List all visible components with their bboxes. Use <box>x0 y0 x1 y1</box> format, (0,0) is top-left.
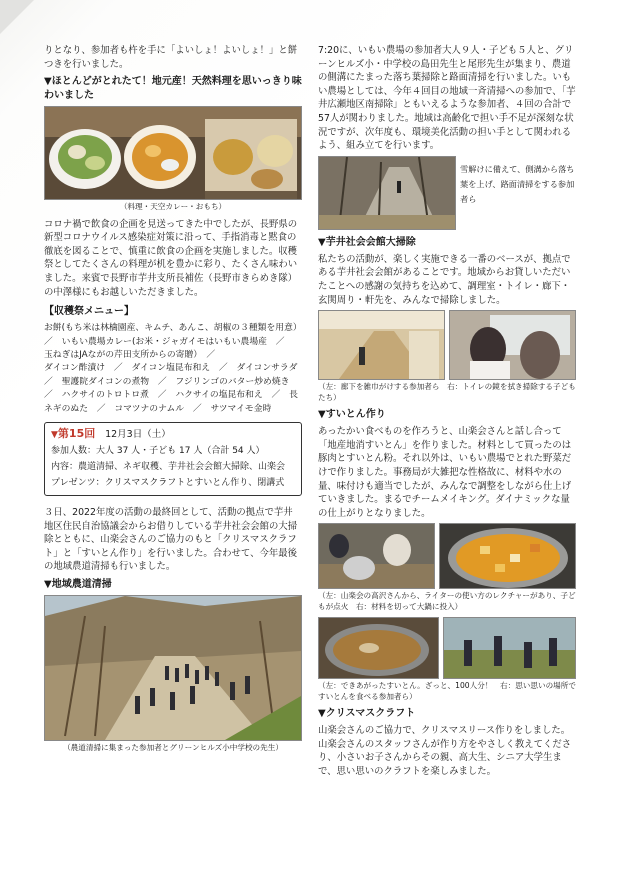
road-cleaning-heading: ▼地域農道清掃 <box>44 579 112 591</box>
suiton-body-text: あったかい食べものを作ろうと、山楽会さんと話し合って「地産地消すいとん」を作りました。材料として買ったのは豚肉とすいとん粉。それ以外は、いもい農場でとれた野菜だけで作りました。事務局が大雑把な性格故に、材料や水の量、味付けも適当でしたが、みんなで調整をしながら仕上げていきました。まるでチームメイキング。ダイナミックな量の仕上がりとなりました。 <box>318 426 572 519</box>
road-cleaning-photo <box>44 595 302 741</box>
menu-item-1: お餅(もち米は林檎園産、キムチ、あんこ、胡椒の３種類を用意） ／ いもい農場カレー(お米・ジャガイモはいもい農場産 ／ 玉ねぎはJAながの芹田支所からの寄贈） ／ <box>44 323 307 361</box>
clean-photo-caption: （左：廊下を雑巾がけする参加者ら 右：トイレの鏡を拭き掃除する子どもたち） <box>318 382 576 402</box>
left-column <box>44 44 307 759</box>
event-marker: ▼ <box>51 430 58 441</box>
event-body-text: ３日、2022年度の活動の最終回として、活動の拠点で芋井地区住民自治協議会からお借りしている芋井社会会館の大掃除とともに、山楽会さんのご協力のもと「クリスマスクラフト」と「すいとん作り」を行いました。合わせて、今年最後の地域農道清掃も行いました。 <box>44 507 298 573</box>
snow-road-photo <box>318 156 456 230</box>
clean-photo-row <box>318 310 576 380</box>
event-title <box>51 426 295 443</box>
menu-list <box>44 322 307 416</box>
suiton-photo-row-2 <box>318 617 576 679</box>
suiton-caption-1: （左：山楽会の高沢さんから、ライターの使い方のレクチャーがあり、子どもが点火 右：材料を切って大鍋に投入） <box>318 591 576 611</box>
menu-item-2: ダイコン酢漬け ／ ダイコン塩昆布和え ／ ダイコンサラダ ／ 聖護院ダイコンの煮物 ／ フジリンゴのバター炒め焼き ／ ハクサイのトロトロ煮 ／ ハクサイの塩昆布和え ／ 長ネギのぬた ／ コマツナのナムル ／ サツマイモ金時 <box>44 363 307 414</box>
road-cleaning-caption: （農道清掃に集まった参加者とグリーンヒルズ小中学校の先生） <box>63 743 283 753</box>
snow-photo-row <box>318 156 576 230</box>
clean-heading: ▼芋井社会会館大掃除 <box>318 236 416 248</box>
event-number: 第15回 <box>57 427 96 441</box>
page-fold-corner <box>0 0 34 34</box>
event-date: 12月3日（土） <box>105 429 171 441</box>
right-intro-text: 7:20に、いもい農場の参加者大人９人・子ども５人と、グリーンヒルズ小・中学校の島田先生と尾形先生が集まり、農道の側溝にたまった落ち葉掃除と路面清掃を行いました。いもい農場としては、今年４回目の地域一斉清掃への参加で、「芋井広瀬地区南掃除」ともいえるような参加者、４回の合計で57人が関わりました。地域は高齢化で担い手不足が深刻な状況ですが、次年度も、環境美化活動の担い手として関われるよう、組み立てを行います。 <box>318 45 576 152</box>
suiton-caption-2: （左：できあがったすいとん。ざっと、100人分！ 右：思い思いの場所ですいとんを食べる参加者ら） <box>318 681 576 701</box>
left-intro-text: りとなり、参加者も杵を手に「よいしょ！よいしょ！」と餅つきを行いました。 <box>44 45 298 70</box>
food-heading: ▼ほとんどがとれたて！地元産！天然料理を思いっきり味わいました <box>44 76 302 102</box>
finished-suiton-photo <box>318 617 439 679</box>
food-photo-caption: （料理・天空カレー・おもち） <box>119 202 227 212</box>
suiton-heading: ▼すいとん作り <box>318 409 386 421</box>
eating-suiton-photo <box>443 617 576 679</box>
clean-body-text: 私たちの活動が、楽しく実施できる一番のベースが、拠点である芋井社会会館があることです。地域からお貸しいただいたことへの感謝の気持ちを込めて、調理室・トイレ・廊下・玄関周り・軒先を、みんなで掃除しました。 <box>318 253 571 306</box>
xmas-heading: ▼クリスマスクラフト <box>318 708 416 720</box>
event-info-box <box>44 422 302 496</box>
xmas-body-text: 山楽会さんのご協力で、クリスマスリース作りをしました。山楽会さんのスタッフさんが作り方をやさしく教えてくださり、小さいお子さんからその親、高大生、シニア大学生まで、思い思いのクラフトを楽しみました。 <box>318 725 572 778</box>
menu-heading: 【収穫祭メニュー】 <box>44 306 134 318</box>
food-body-text: コロナ禍で飲食の企画を見送ってきた中でしたが、長野県の新型コロナウイルス感染症対策に沿って、手指消毒と黙食の徹底を図ることで、慎重に飲食の企画を実施しました。収穫祭としてたくさんの料理が机を豊かに彩り、たくさん味わいました。来賓で長野市芋井支所長補佐（長野市きらめき隊）の中澤様にもお越しいただきました。 <box>44 218 298 298</box>
fire-lighting-photo <box>318 523 435 589</box>
mirror-cleaning-photo <box>449 310 576 380</box>
food-photo <box>44 106 302 200</box>
event-content: 内容：農道清掃、ネギ収穫、芋井社会会館大掃除、山楽会 <box>51 462 286 473</box>
big-pot-ingredients-photo <box>439 523 576 589</box>
suiton-photo-row-1 <box>318 523 576 589</box>
snow-photo-caption: 雪解けに備えて、側溝から落ち葉を上げ、路面清掃をする参加者ら <box>460 163 575 204</box>
hallway-photo <box>318 310 445 380</box>
right-column <box>318 44 576 782</box>
event-participants: 参加人数：大人 37 人・子ども 17 人（合計 54 人） <box>51 446 265 457</box>
event-present: プレゼンツ：クリスマスクラフトとすいとん作り、閉講式 <box>51 478 285 489</box>
